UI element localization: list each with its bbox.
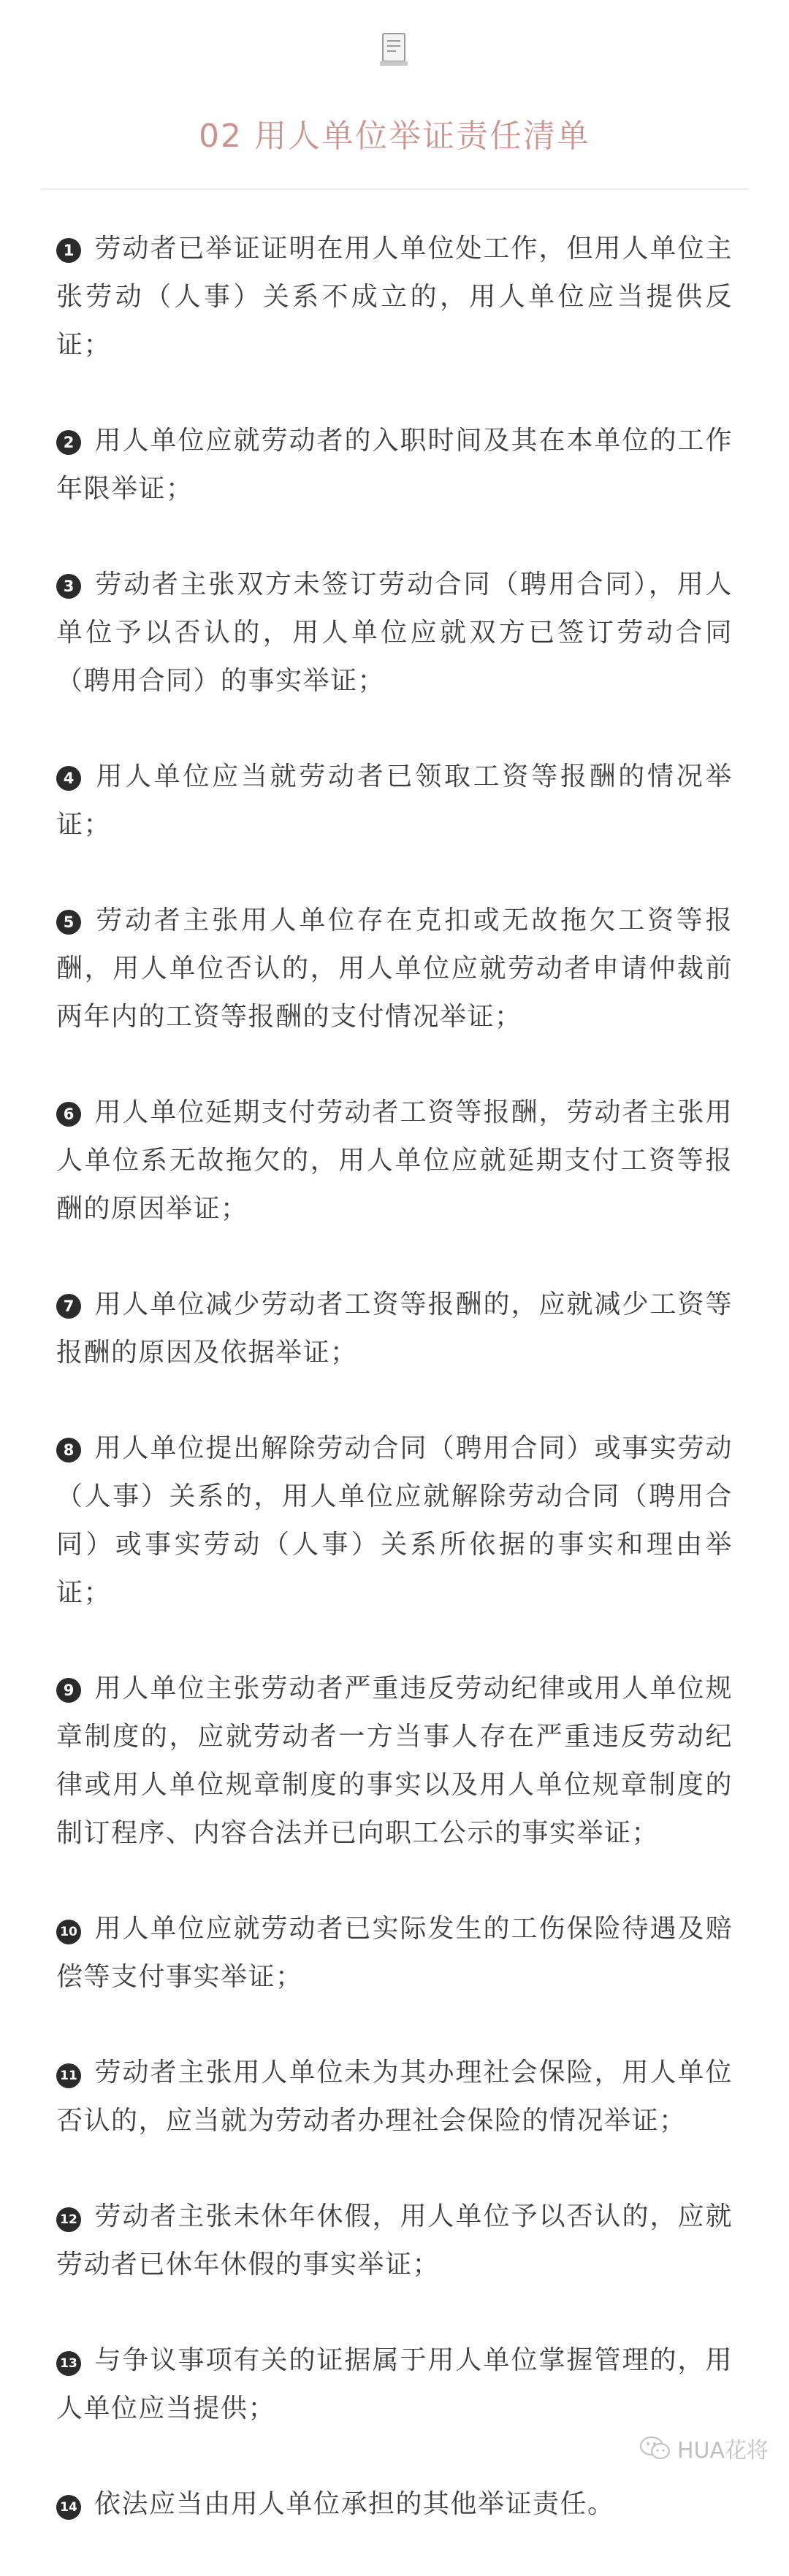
page-title: 02 用人单位举证责任清单	[199, 118, 590, 155]
document-icon	[378, 32, 409, 67]
list-item	[56, 417, 733, 513]
item-number-badge: 9	[56, 1678, 81, 1703]
item-text: 依法应当由用人单位承担的其他举证责任。	[94, 2489, 615, 2519]
list-item	[56, 2049, 733, 2145]
item-number-badge: 11	[56, 2063, 81, 2088]
item-number-badge: 2	[56, 430, 81, 455]
list-item	[56, 1425, 733, 1617]
item-number-badge: 8	[56, 1438, 81, 1463]
item-number-badge: 7	[56, 1294, 81, 1319]
item-text: 用人单位应就劳动者已实际发生的工伤保险待遇及赔偿等支付事实举证；	[56, 1914, 733, 1992]
list-item	[56, 1281, 733, 1377]
list-item	[56, 753, 733, 849]
item-text: 用人单位延期支付劳动者工资等报酬，劳动者主张用人单位系无故拖欠的，用人单位应就延期支付工资等报酬的原因举证；	[56, 1097, 733, 1224]
responsibility-list	[56, 225, 733, 2576]
list-item	[56, 1905, 733, 2001]
item-number-badge: 12	[56, 2207, 81, 2232]
title-divider	[40, 188, 749, 190]
item-text: 劳动者已举证证明在用人单位处工作，但用人单位主张劳动（人事）关系不成立的，用人单位应当提供反证；	[56, 234, 733, 360]
item-number-badge: 14	[56, 2495, 81, 2520]
watermark-text: HUA花将	[676, 2438, 769, 2464]
list-item	[56, 2337, 733, 2433]
wechat-icon	[639, 2436, 671, 2461]
item-text: 用人单位应当就劳动者已领取工资等报酬的情况举证；	[56, 762, 733, 840]
item-text: 劳动者主张用人单位未为其办理社会保险，用人单位否认的，应当就为劳动者办理社会保险的情况举证；	[56, 2058, 733, 2136]
item-text: 劳动者主张用人单位存在克扣或无故拖欠工资等报酬，用人单位否认的，用人单位应就劳动者申请仲裁前两年内的工资等报酬的支付情况举证；	[56, 905, 733, 1032]
list-item	[56, 1665, 733, 1858]
item-number-badge: 6	[56, 1102, 81, 1127]
item-text: 用人单位应就劳动者的入职时间及其在本单位的工作年限举证；	[56, 426, 733, 504]
item-number-badge: 5	[56, 910, 81, 935]
list-item	[56, 2193, 733, 2289]
item-number-badge: 1	[56, 238, 81, 263]
item-number-badge: 4	[56, 766, 81, 791]
list-item	[56, 897, 733, 1041]
item-text: 与争议事项有关的证据属于用人单位掌握管理的，用人单位应当提供；	[56, 2345, 733, 2423]
list-item	[56, 2480, 733, 2529]
item-number-badge: 10	[56, 1920, 81, 1944]
item-text: 用人单位减少劳动者工资等报酬的，应就减少工资等报酬的原因及依据举证；	[56, 1289, 733, 1368]
item-number-badge: 3	[56, 574, 81, 599]
item-text: 劳动者主张未休年休假，用人单位予以否认的，应就劳动者已休年休假的事实举证；	[56, 2201, 733, 2280]
item-number-badge: 13	[56, 2351, 81, 2376]
item-text: 劳动者主张双方未签订劳动合同（聘用合同），用人单位予以否认的，用人单位应就双方已签订劳动合同（聘用合同）的事实举证；	[56, 570, 733, 696]
item-text: 用人单位主张劳动者严重违反劳动纪律或用人单位规章制度的，应就劳动者一方当事人存在严重违反劳动纪律或用人单位规章制度的事实以及用人单位规章制度的制订程序、内容合法并已向职工公示的事实举证；	[56, 1674, 733, 1848]
watermark	[639, 2429, 769, 2467]
item-text: 用人单位提出解除劳动合同（聘用合同）或事实劳动（人事）关系的，用人单位应就解除劳动合同（聘用合同）或事实劳动（人事）关系所依据的事实和理由举证；	[56, 1433, 733, 1608]
list-item	[56, 1089, 733, 1233]
list-item	[56, 225, 733, 369]
list-item	[56, 561, 733, 705]
